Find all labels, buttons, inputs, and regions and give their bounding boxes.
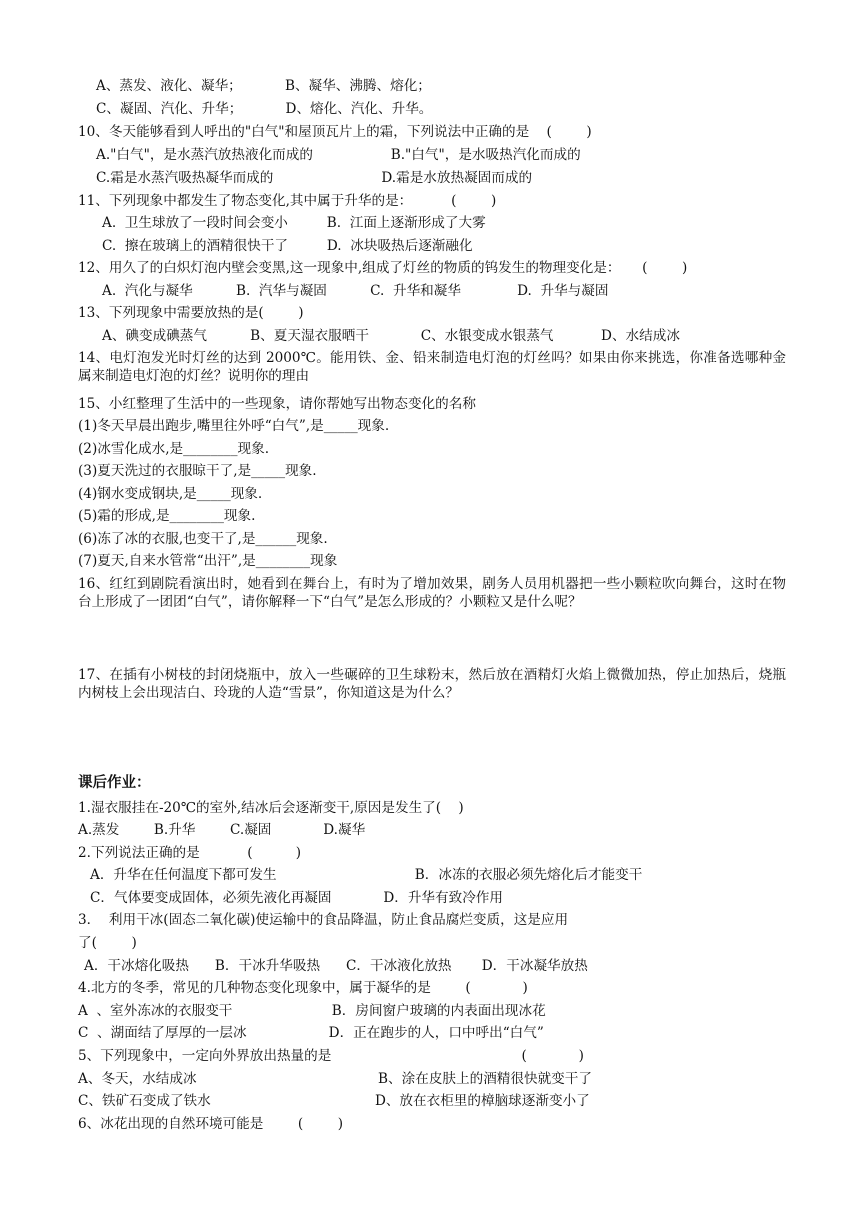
q15-item-6: (6)冻了冰的衣服,也变干了,是______现象. (78, 531, 328, 547)
q13-stem: 13、下列现象中需要放热的是( ) (78, 305, 304, 321)
hw2-stem: 2.下列说法正确的是 ( ) (78, 845, 302, 861)
q11-options-ab: A. 卫生球放了一段时间会变小 B. 江面上逐渐形成了大雾 (102, 215, 486, 231)
q15-item-3: (3)夏天洗过的衣服晾干了,是_____现象. (78, 463, 317, 479)
hw5-stem: 5、下列现象中，一定向外界放出热量的是 ( ) (78, 1048, 584, 1064)
q10-options-ab: A."白气"，是水蒸汽放热液化而成的 B."白气"，是水吸热汽化而成的 (96, 147, 581, 163)
q15-item-7: (7)夏天,自来水管常“出汗”,是________现象 (78, 553, 338, 569)
homework-heading: 课后作业： (78, 774, 151, 791)
q12-stem: 12、用久了的白炽灯泡内壁会变黑,这一现象中,组成了灯丝的物质的钨发生的物理变化是： ( ) (78, 260, 688, 276)
hw3-stem: 3． 利用干冰(固态二氧化碳)使运输中的食品降温，防止食品腐烂变质，这是应用 (78, 912, 569, 928)
hw3-stem-cont: 了( ) (78, 935, 137, 951)
hw5-options-ab: A、冬天，水结成冰 B、涂在皮肤上的酒精很快就变干了 (78, 1071, 592, 1087)
q12-options: A. 汽化与凝华 B. 汽华与凝固 C. 升华和凝华 D. 升华与凝固 (102, 283, 609, 299)
hw4-stem: 4.北方的冬季，常见的几种物态变化现象中，属于凝华的是 ( ) (78, 980, 528, 996)
q9-options-ab: A、蒸发、液化、凝华； B、凝华、沸腾、熔化； (96, 78, 431, 94)
q14-stem: 14、电灯泡发光时灯丝的达到 2000℃。能用铁、金、铅来制造电灯泡的灯丝吗？如果由你来挑选，你准备选哪种金属来制造电灯泡的灯丝？说明你的理由 (78, 350, 786, 384)
q13-options: A、碘变成碘蒸气 B、夏天湿衣服晒干 C、水银变成水银蒸气 D、水结成冰 (102, 328, 680, 344)
hw6-stem: 6、冰花出现的自然环境可能是 ( ) (78, 1116, 344, 1132)
q9-options-cd: C、凝固、汽化、升华； D、熔化、汽化、升华。 (96, 101, 433, 117)
q16-stem: 16、红红到剧院看演出时，她看到在舞台上，有时为了增加效果，剧务人员用机器把一些小颗粒吹向舞台，这时在物台上形成了一团团“白气”，请你解释一下“白气”是怎么形成的？小颗粒又是什么呢？ (78, 576, 786, 610)
hw4-options-cd: C 、湖面结了厚厚的一层冰 D．正在跑步的人，口中呼出“白气” (78, 1025, 544, 1041)
hw2-options-ab: A．升华在任何温度下都可发生 B．冰冻的衣服必须先熔化后才能变干 (90, 867, 643, 883)
q11-stem: 11、下列现象中都发生了物态变化,其中属于升华的是： ( ) (78, 193, 497, 209)
q15-item-4: (4)钢水变成钢块,是_____现象. (78, 486, 263, 502)
hw2-options-cd: C．气体要变成固体，必须先液化再凝固 D．升华有致冷作用 (90, 890, 503, 906)
q10-options-cd: C.霜是水蒸汽吸热凝华而成的 D.霜是水放热凝固而成的 (96, 170, 533, 186)
q17-stem: 17、在插有小树枝的封闭烧瓶中，放入一些碾碎的卫生球粉末，然后放在酒精灯火焰上微微加热，停止加热后，烧瓶内树枝上会出现洁白、玲珑的人造“雪景”，你知道这是为什么？ (78, 667, 786, 701)
hw1-options: A.蒸发 B.升华 C.凝固 D.凝华 (78, 822, 366, 838)
q10-stem: 10、冬天能够看到人呼出的"白气"和屋顶瓦片上的霜，下列说法中正确的是 ( ) (78, 124, 592, 140)
q15-stem: 15、小红整理了生活中的一些现象，请你帮她写出物态变化的名称 (78, 396, 476, 412)
hw3-options: A．干冰熔化吸热 B．干冰升华吸热 C．干冰液化放热 D．干冰凝华放热 (84, 958, 588, 974)
q15-item-1: (1)冬天早晨出跑步,嘴里往外呼“白气”,是_____现象. (78, 418, 390, 434)
q11-options-cd: C. 擦在玻璃上的酒精很快干了 D. 冰块吸热后逐渐融化 (102, 238, 473, 254)
hw5-options-cd: C、铁矿石变成了铁水 D、放在衣柜里的樟脑球逐渐变小了 (78, 1093, 590, 1109)
hw1-stem: 1.湿衣服挂在-20℃的室外,结冰后会逐渐变干,原因是发生了( ) (78, 800, 464, 816)
q15-item-2: (2)冰雪化成水,是________现象. (78, 441, 270, 457)
q15-item-5: (5)霜的形成,是________现象. (78, 508, 256, 524)
hw4-options-ab: A 、室外冻冰的衣服变干 B．房间窗户玻璃的内表面出现冰花 (78, 1003, 546, 1019)
